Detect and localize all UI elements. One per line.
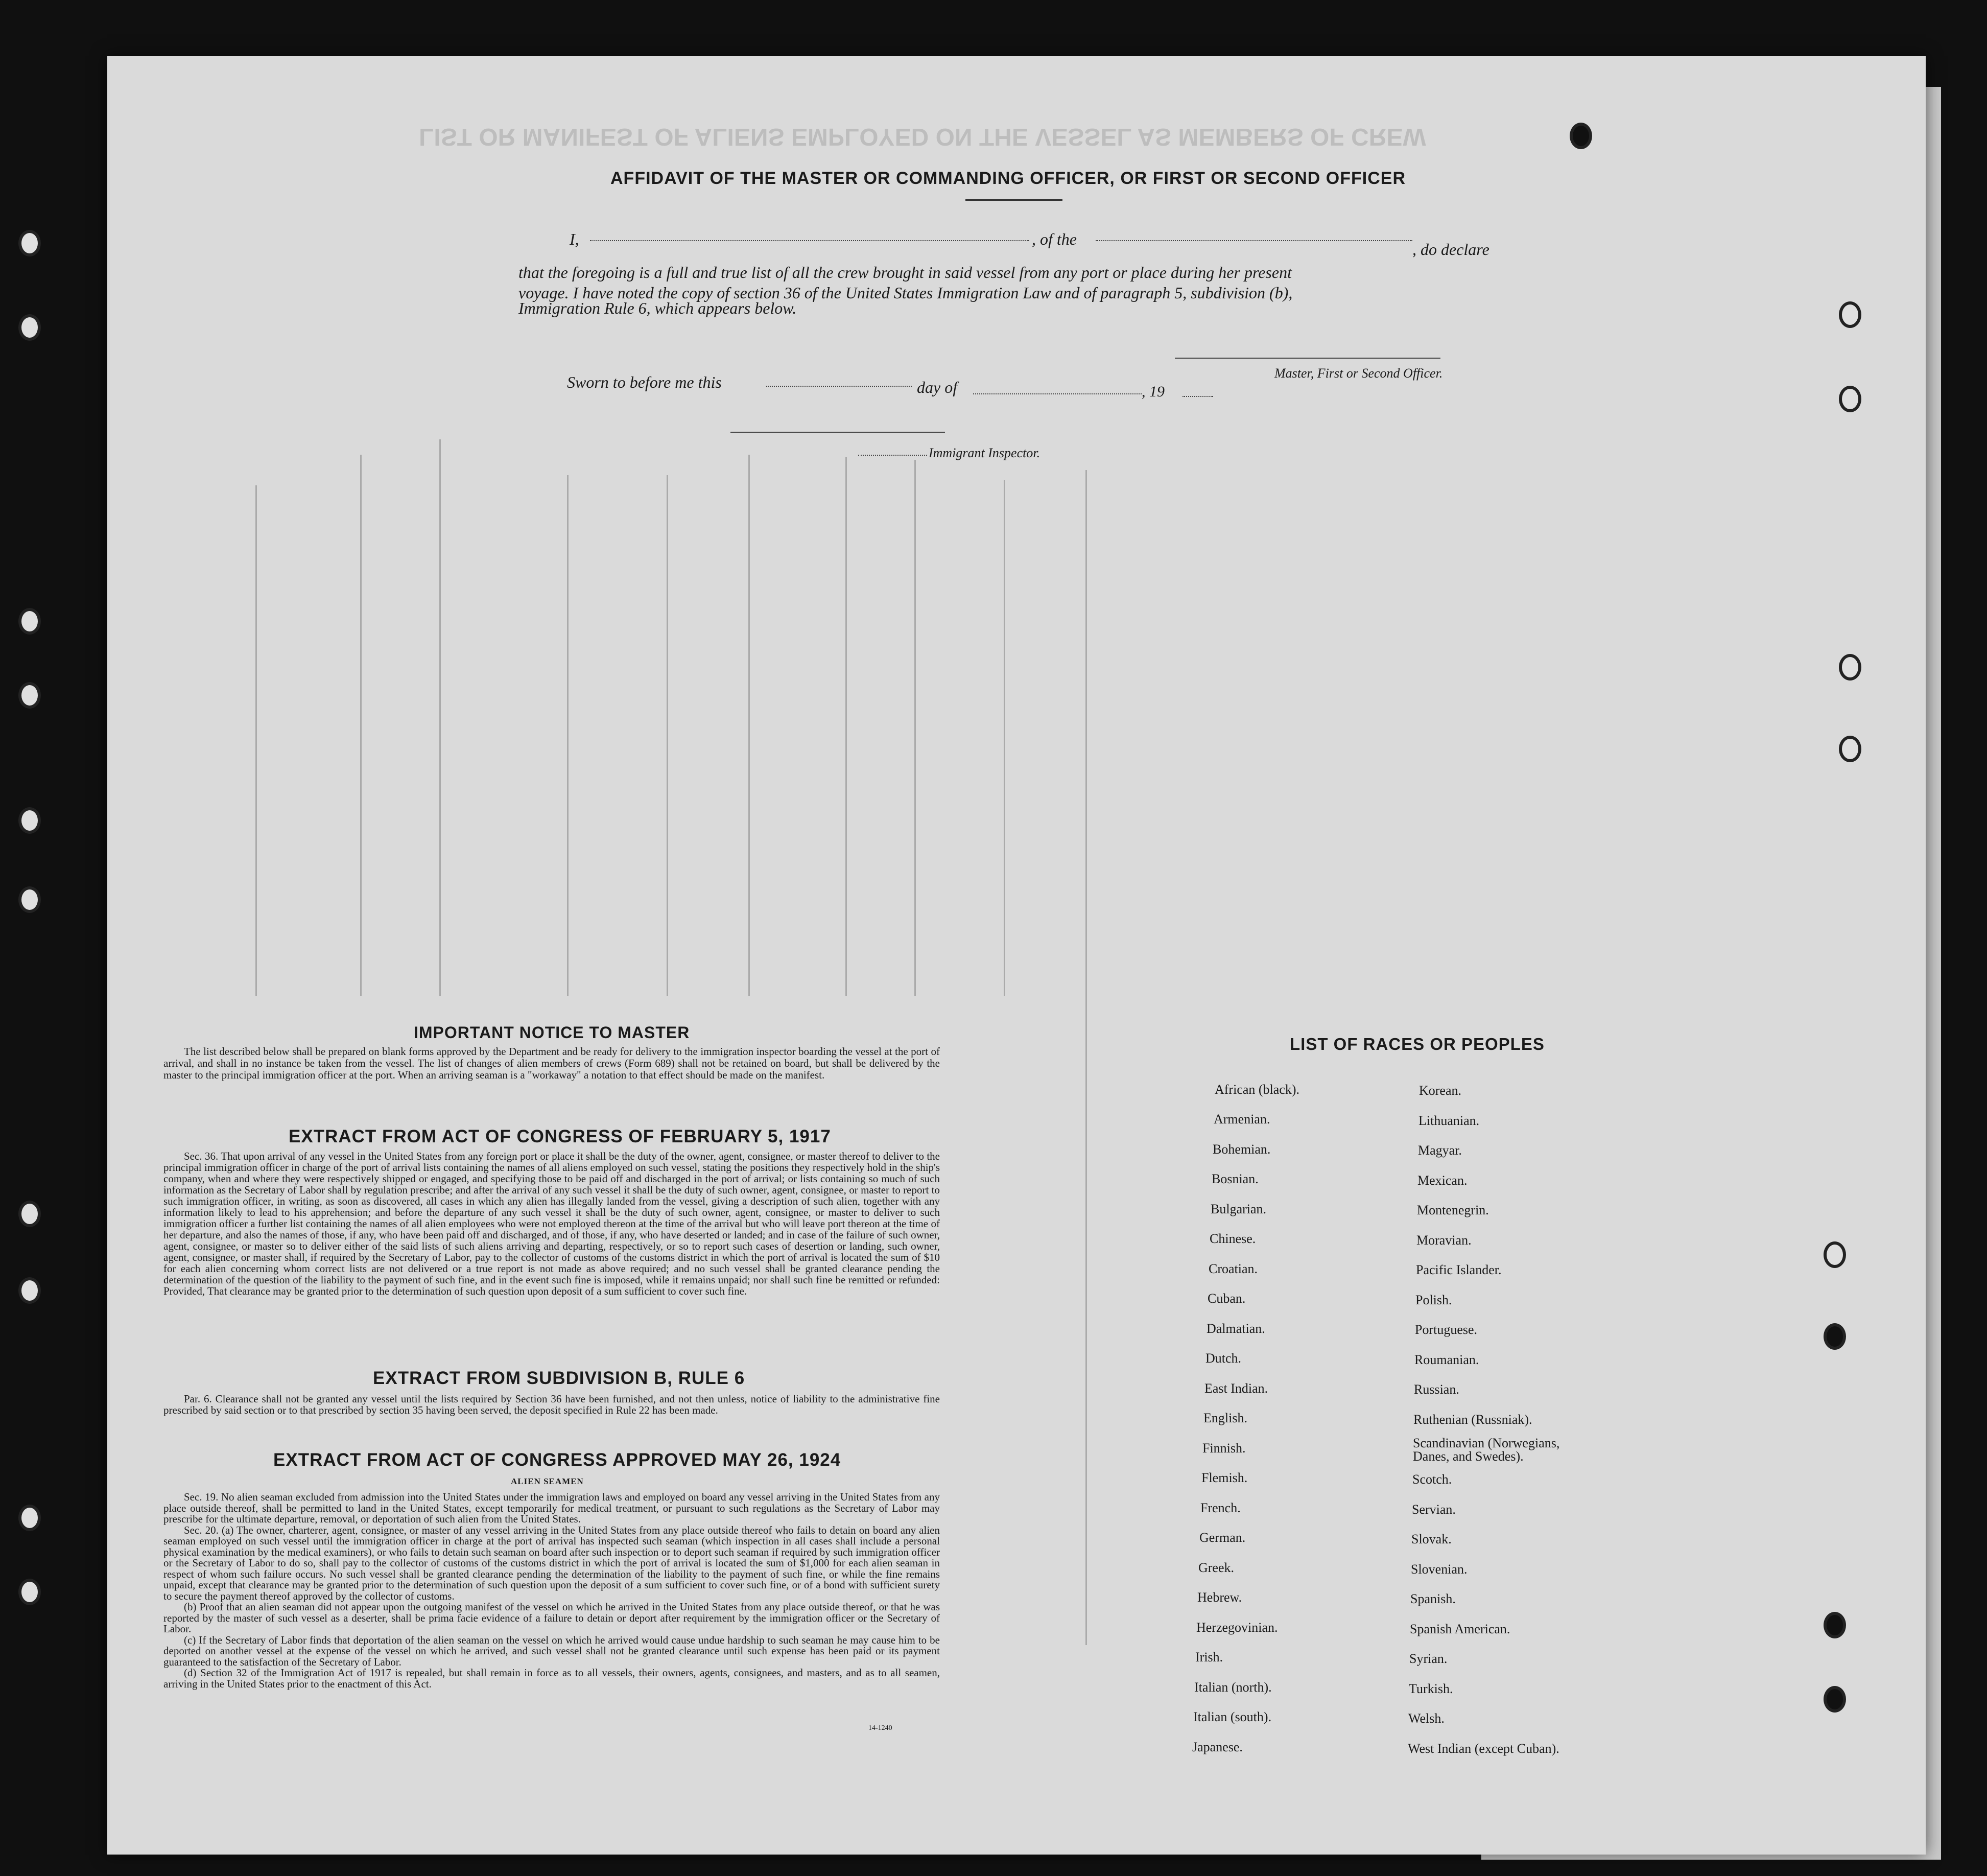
punch-hole-icon [18,230,41,256]
affidavit-title: AFFIDAVIT OF THE MASTER OR COMMANDING OFFICER, OR FIRST OR SECOND OFFICER [610,169,1406,188]
punch-hole-icon [18,314,41,341]
punch-hole-icon [18,1201,41,1227]
extract-1917-body [163,1151,940,1297]
race-item: Polish. [1415,1293,1452,1307]
race-item: Hebrew. [1197,1590,1242,1605]
race-item: Finnish. [1202,1441,1246,1456]
race-item: Flemish. [1201,1470,1248,1485]
declarant-name-field[interactable] [590,240,1029,241]
race-item: Ruthenian (Russniak). [1413,1412,1532,1427]
sworn-year-field[interactable] [1182,396,1213,397]
race-item: Armenian. [1214,1112,1270,1127]
inspector-caption: Immigrant Inspector. [929,445,1040,460]
column-ghost-line [567,475,569,996]
form-number: 14-1240 [868,1724,892,1732]
race-item: Pacific Islander. [1416,1262,1502,1277]
extract-1924-body [163,1492,940,1690]
extract-1924-paragraph: Sec. 19. No alien seaman excluded from admission into the United States under the immigration laws and employed on board any vessel arriving in the United States from any place outside thereof, shall be permitted to land in the United States, except temporarily for medical treatment, or pursuant to such regulations as the Secretary of Labor may prescribe for the ultimate departure, removal, or deportation of such alien from the United States. [163,1491,940,1525]
column-ghost-line [845,457,847,996]
race-item: Spanish American. [1410,1622,1510,1636]
year-prefix-label: , 19 [1142,383,1165,400]
bleed-through-text: LIST OR MANIFEST OF ALIENS EMPLOYED ON THE VESSEL AS MEMBERS OF CREW [419,123,1426,150]
race-item: Russian. [1414,1382,1459,1397]
column-ghost-line [360,455,362,996]
affidavit-line-2: voyage. I have noted the copy of section 36 of the United States Immigration Law and of paragraph 5, subdivision (b), [518,284,1293,302]
declarant-label: I, [570,230,579,248]
column-ghost-line [1004,480,1005,996]
extract-1917-title: EXTRACT FROM ACT OF CONGRESS OF FEBRUARY 5, 1917 [289,1127,831,1146]
race-item: Slovak. [1411,1532,1452,1546]
race-item: Slovenian. [1411,1562,1468,1577]
race-item: West Indian (except Cuban). [1408,1741,1559,1756]
extract-1924-subtitle: ALIEN SEAMEN [511,1476,584,1486]
race-item: Mexican. [1417,1173,1468,1188]
races-title: LIST OF RACES OR PEOPLES [1290,1035,1545,1053]
race-item: Scotch. [1412,1472,1452,1487]
race-item: Croatian. [1209,1261,1258,1276]
punch-hole-icon [18,682,41,709]
race-item: Greek. [1198,1560,1235,1575]
punch-hole-icon [1839,654,1861,681]
column-ghost-line [748,455,750,996]
extract-1917-text: Sec. 36. That upon arrival of any vessel in the United States from any foreign port or place it shall be the duty of the owner, agent, consignee, or master thereof to deliver to the principal immigration officer in charge of the port of arrival lists containing the names of all aliens employed on such vessel, stating the positions they respectively hold in the ship's company, when and where they were respectively shipped or engaged, and specifying those to be paid off and discharged in the port of arrival; or lists containing so much of such information as the Secretary of Labor shall by regulation prescribe; and after the arrival of any such vessel it shall be the duty of such owner, agent, consignee, or master to report to such immigration officer, in writing, as soon as discovered, all cases in which any alien has illegally landed from the vessel, giving a description of such alien, together with any information likely to lead to his apprehension; and before the departure of any such vessel it shall be the duty of such owner, agent, consignee, or master to deliver to such immigration officer a further list containing the names of all alien employees who were not employed thereon at the time of the arrival but who will leave port thereon at the time of her departure, and also the names of those, if any, who have been paid off and discharged, and of those, if any, who have deserted or landed; and in case of the failure of such owner, agent, consignee, or master so to deliver either of the said lists of such aliens arriving and departing, respectively, or so to report such cases of desertion or landing, such owner, agent, consignee, or master shall, if required by the Secretary of Labor, pay to the collector of customs of the customs district in which the port of arrival is located the sum of $10 for each alien concerning whom correct lists are not delivered or a true report is not made as above required; and no such vessel shall be granted clearance pending the determination of the question of the liability to the payment of such fine, and in the event such fine is imposed, while it remains unpaid; nor shall such fine be remitted or refunded: Provided, That clearance may be granted prior to the determination of such question upon deposit of a sum sufficient to cover such fine. [163,1150,940,1297]
master-signature-field[interactable] [1175,358,1440,359]
race-item: Bohemian. [1213,1142,1271,1157]
race-item: African (black). [1215,1082,1300,1097]
column-ghost-line [439,439,441,996]
punch-hole-icon [1839,301,1861,328]
punch-hole-icon [1824,1323,1846,1350]
race-item: Italian (north). [1194,1680,1272,1695]
punch-hole-icon [18,886,41,913]
race-item: Magyar. [1418,1143,1462,1158]
race-item: Montenegrin. [1417,1203,1489,1217]
day-of-label: day of [917,378,958,396]
sworn-day-field[interactable] [766,386,912,387]
extract-1924-paragraph: Sec. 20. (a) The owner, charterer, agent, consignee, or master of any vessel arriving in the United States from any place outside thereof who fails to detain on board any alien seaman employed on such vessel until the immigration officer in charge at the port of arrival has inspected such seaman (which inspection in all cases shall include a personal physical examination by the medical examiners), or who fails to detain such seaman on board after such inspection or to deport such seaman if required by such immigration officer or the Secretary of Labor to do so, shall pay to the collector of customs of the customs district in which the port of arrival is located the sum of $1,000 for each alien seaman in respect of whom such failure occurs. No such vessel shall be granted clearance pending the determination of the liability to the payment of such fine, or while the fine remains unpaid, except that clearance may be granted prior to the determination of such question upon the deposit of a sum sufficient to cover such fine, or of a bond with sufficient surety to secure the payment thereof approved by the collector of customs. [163,1523,940,1602]
sworn-month-field[interactable] [973,393,1142,394]
race-item: Italian (south). [1193,1709,1272,1724]
race-item: Turkish. [1409,1681,1453,1696]
race-item: Welsh. [1408,1711,1445,1726]
punch-hole-icon [18,807,41,834]
punch-hole-icon [1839,386,1861,412]
punch-hole-icon [18,1277,41,1304]
title-underline [965,199,1062,201]
race-item: Bulgarian. [1211,1202,1267,1216]
race-item: Chinese. [1210,1231,1256,1246]
race-item: Moravian. [1416,1233,1472,1248]
race-item: Cuban. [1208,1291,1246,1306]
race-item: English. [1203,1411,1247,1425]
punch-hole-icon [1839,736,1861,762]
affidavit-line-3: Immigration Rule 6, which appears below. [518,299,797,317]
subdivision-title: EXTRACT FROM SUBDIVISION B, RULE 6 [373,1368,745,1388]
race-item: Dutch. [1205,1351,1242,1366]
punch-hole-icon [1824,1241,1846,1268]
affidavit-line-1: that the foregoing is a full and true list of all the crew brought in said vessel from any port or place during her present [518,263,1292,282]
race-item: Portuguese. [1415,1322,1478,1337]
punch-hole-icon [18,1579,41,1605]
race-item: Spanish. [1410,1591,1456,1606]
sworn-label: Sworn to before me this [567,373,722,391]
punch-hole-icon [18,608,41,635]
punch-hole-icon [1824,1686,1846,1713]
race-item: Syrian. [1409,1651,1448,1666]
punch-hole-icon [1570,123,1592,149]
race-item: Bosnian. [1212,1171,1259,1186]
subdivision-text: Par. 6. Clearance shall not be granted any vessel until the lists required by Section 36 have been furnished, and not then unless, notice of liability to the administrative fine prescribed by said section or to that prescribed by section 35 having been served, the deposit specified in Rule 22 has been made. [163,1393,940,1416]
punch-hole-icon [18,1505,41,1531]
notice-body [163,1046,940,1081]
race-item: Scandinavian (Norwegians, Danes, and Swedes). [1413,1436,1560,1464]
of-the-label: , of the [1032,230,1077,248]
extract-1924-title: EXTRACT FROM ACT OF CONGRESS APPROVED MAY 26, 1924 [273,1450,841,1470]
column-ghost-line [667,475,668,996]
extract-1924-paragraph: (b) Proof that an alien seaman did not appear upon the outgoing manifest of the vessel on which he arrived in the United States from any place outside thereof, or that he was reported by the master of such vessel as a deserter, shall be prima facie evidence of a failure to detain or deport after requirement by the immigration officer or the Secretary of Labor. [163,1601,940,1635]
race-item: East Indian. [1204,1381,1268,1396]
extract-1924-paragraph: (d) Section 32 of the Immigration Act of 1917 is repealed, but shall remain in force as to all vessels, their owners, agents, consignees, and masters, and as to all seamen, arriving in the United States prior to the enactment of this Act. [163,1667,940,1690]
vessel-name-field[interactable] [1096,240,1412,241]
race-item: Roumanian. [1414,1352,1479,1367]
do-declare-label: , do declare [1412,240,1489,259]
inspector-signature-field[interactable] [730,432,945,433]
race-item: German. [1199,1530,1246,1545]
race-item: Japanese. [1192,1740,1243,1754]
notice-title: IMPORTANT NOTICE TO MASTER [414,1023,690,1042]
column-ghost-line [914,460,916,996]
extract-1924-paragraph: (c) If the Secretary of Labor finds that deportation of the alien seaman on the vessel on which he arrived would cause undue hardship to such seaman he may cause him to be deported on another vessel at the expense of the vessel on which he arrived, and such vessel shall not be granted clearance until such expense has been paid or its payment guaranteed to the satisfaction of the Secretary of Labor. [163,1633,940,1668]
race-item: French. [1200,1500,1241,1515]
race-item: Korean. [1419,1083,1462,1098]
race-item: Herzegovinian. [1196,1620,1278,1635]
notice-text: The list described below shall be prepared on blank forms approved by the Department and be ready for delivery to the immigration inspector boarding the vessel at the port of arrival, and shall in no instance be taken from the vessel. The list of changes of alien members of crews (Form 689) shall not be retained on board, but shall be delivered by the master to the principal immigration officer at the port. When an arriving seaman is a "workaway" a notation to that effect should be made on the manifest. [163,1045,940,1081]
race-item: Lithuanian. [1418,1113,1480,1128]
column-ghost-line [1085,470,1087,1645]
race-item: Irish. [1195,1650,1223,1664]
column-ghost-line [255,485,257,996]
race-item: Dalmatian. [1207,1321,1265,1336]
subdivision-body [163,1393,940,1416]
master-signature-caption: Master, First or Second Officer. [1274,366,1443,381]
punch-hole-icon [1824,1612,1846,1638]
race-item: Servian. [1412,1502,1456,1517]
inspector-lead-field[interactable] [858,455,927,456]
